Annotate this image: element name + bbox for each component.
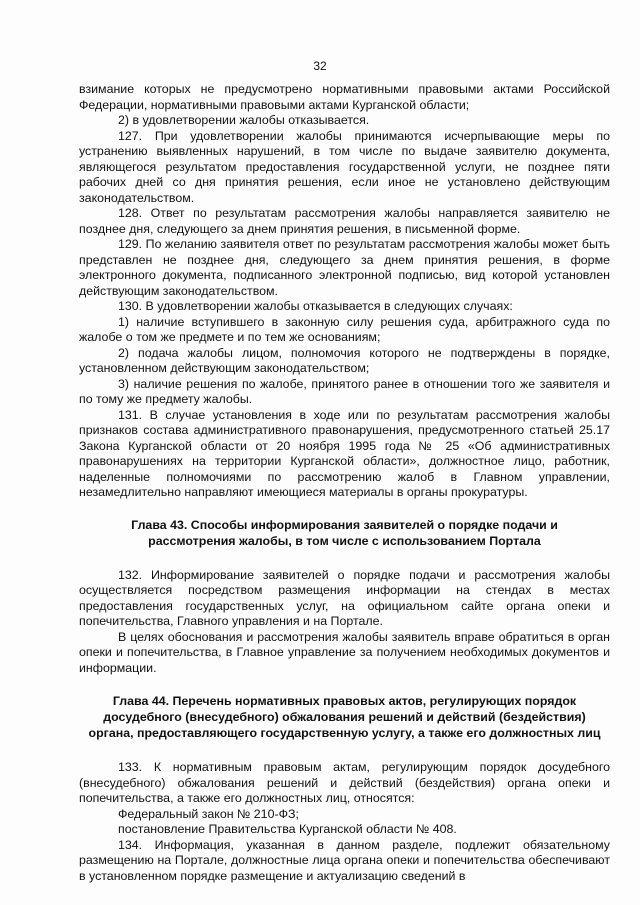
chapter-43-heading bbox=[79, 517, 610, 549]
paragraph-130-case-2: 2) подача жалобы лицом, полномочия которого не подтверждены в порядке, установленном действующим законодательством; bbox=[79, 345, 610, 375]
paragraph-128: 128. Ответ по результатам рассмотрения жалобы направляется заявителю не позднее дня, следующего за днем принятия решения, в письменной форме. bbox=[79, 206, 610, 236]
paragraph-129: 129. По желанию заявителя ответ по результатам рассмотрения жалобы может быть представлен не позднее дня, следующего за днем принятия решения, в форме электронного документа, подписанного электронной подписью, вид которой установлен действующим законодательством. bbox=[79, 237, 610, 298]
spacer bbox=[79, 501, 610, 517]
chapter-44-heading-line-2: досудебного (внесудебного) обжалования решений и действий (бездействия) bbox=[103, 710, 586, 724]
spacer bbox=[79, 549, 610, 568]
chapter-44-heading-line-3: органа, предоставляющего государственную услугу, а также его должностных лиц bbox=[88, 726, 601, 740]
paragraph-134: 134. Информация, указанная в данном разделе, подлежит обязательному размещению на Портале, должностные лица органа опеки и попечительства обеспечивают в установленном порядке размещение и актуализацию сведений в bbox=[79, 837, 610, 883]
paragraph-131: 131. В случае установления в ходе или по результатам рассмотрения жалобы признаков состава административного правонарушения, предусмотренного статьей 25.17 Закона Курганской области от 20 ноября 1995 года № 25 «Об административных правонарушениях на территории Курганской области», должностное лицо, работник, наделенные полномочиями по рассмотрению жалоб в Главном управлении, незамедлительно направляют имеющиеся материалы в органы прокуратуры. bbox=[79, 407, 610, 499]
paragraph-130-case-3: 3) наличие решения по жалобе, принятого ранее в отношении того же заявителя и по тому же предмету жалобы. bbox=[79, 376, 610, 406]
spacer bbox=[79, 741, 610, 760]
paragraph-regional-resolution: постановление Правительства Курганской области № 408. bbox=[118, 822, 457, 836]
chapter-44-heading bbox=[79, 693, 610, 741]
paragraph-continuation: взимание которых не предусмотрено нормативными правовыми актами Российской Федерации, нормативными правовыми актами Курганской области; bbox=[79, 82, 610, 112]
paragraph-127: 127. При удовлетворении жалобы принимаются исчерпывающие меры по устранению выявленных нарушений, в том числе по выдаче заявителю документа, являющегося результатом предоставления государственной услуги, не позднее пяти рабочих дней со дня принятия решения, если иное не установлено действующим законодательством. bbox=[79, 128, 610, 205]
spacer bbox=[79, 676, 610, 693]
page-number: 32 bbox=[313, 59, 327, 73]
paragraph-132: 132. Информирование заявителей о порядке подачи и рассмотрения жалобы осуществляется посредством размещения информации на стендах в местах предоставления государственных услуг, на официальном сайте органа опеки и попечительства, Главного управления и на Портале. bbox=[79, 567, 610, 628]
chapter-44-heading-line-1: Глава 44. Перечень нормативных правовых актов, регулирующих порядок bbox=[112, 694, 577, 708]
paragraph-130: 130. В удовлетворении жалобы отказывается в следующих случаях: bbox=[118, 299, 513, 313]
page-body bbox=[79, 82, 610, 884]
chapter-43-heading-line-1: Глава 43. Способы информирования заявителей о порядке подачи и bbox=[131, 517, 558, 532]
paragraph-item-2-refusal: 2) в удовлетворении жалобы отказывается. bbox=[118, 113, 370, 127]
paragraph-133: 133. К нормативным правовым актам, регулирующим порядок досудебного (внесудебного) обжалования решений и действий (бездействия) органа опеки и попечительства, а также его должностных лиц, относятся: bbox=[79, 760, 610, 805]
paragraph-130-case-1: 1) наличие вступившего в законную силу решения суда, арбитражного суда по жалобе о том же предмете и по тем же основаниям; bbox=[79, 314, 610, 344]
paragraph-federal-law: Федеральный закон № 210-ФЗ; bbox=[118, 806, 299, 821]
paragraph-132-justification: В целях обоснования и рассмотрения жалобы заявитель вправе обратиться в орган опеки и попечительства, в Главное управление за получением необходимых документов и информации. bbox=[79, 629, 610, 675]
chapter-43-heading-line-2: рассмотрения жалобы, в том числе с использованием Портала bbox=[148, 533, 541, 548]
